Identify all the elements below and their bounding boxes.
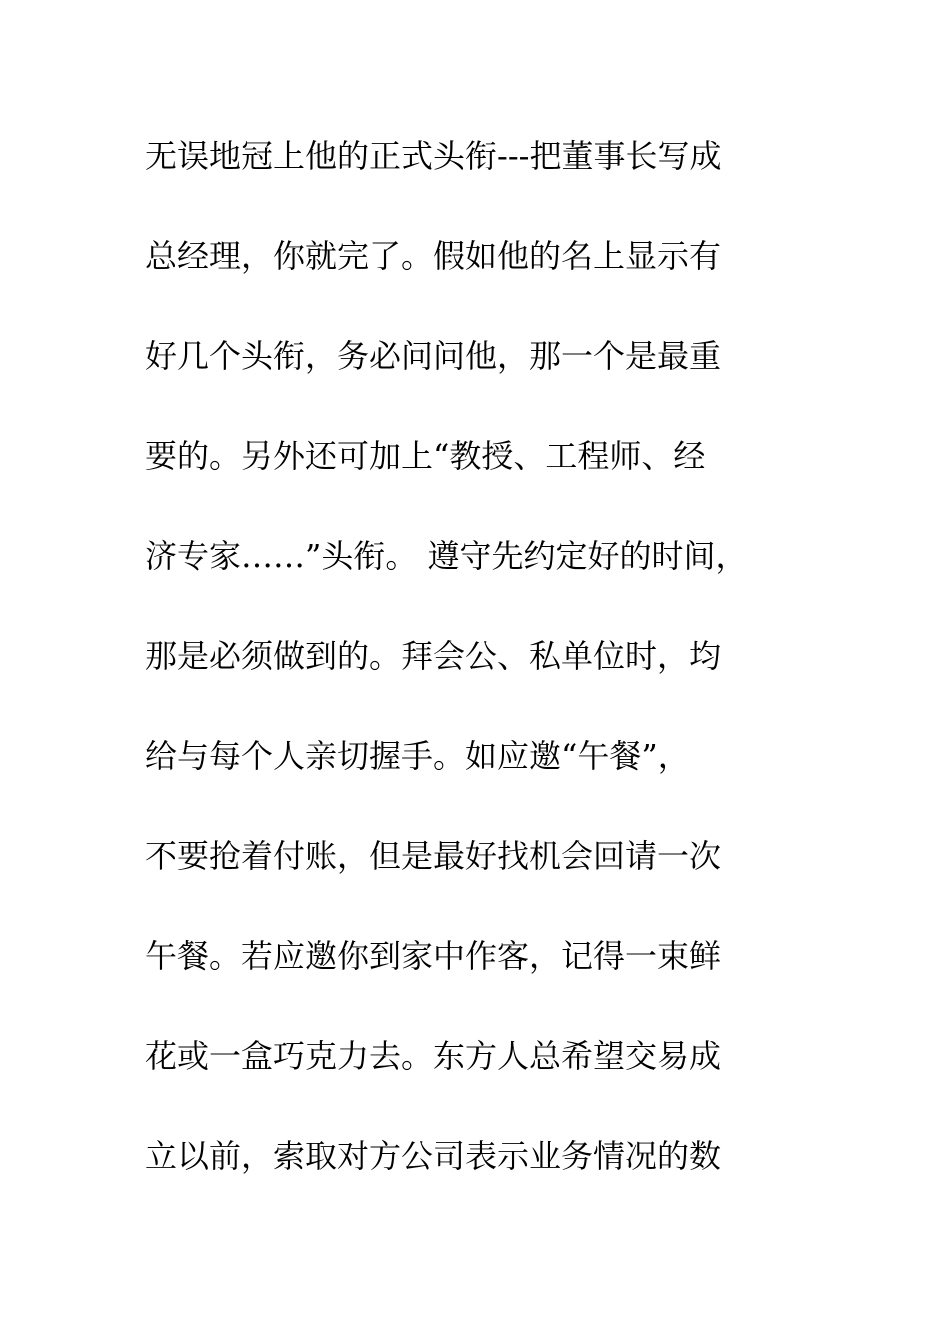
text-line: 花或一盒巧克力去。东方人总希望交易成 — [145, 1037, 722, 1075]
text-line: 好几个头衔，务必问问他，那一个是最重 — [145, 337, 722, 375]
text-line: 要的。另外还可加上“教授、工程师、经 — [145, 437, 706, 475]
text-line: 那是必须做到的。拜会公、私单位时，均 — [145, 637, 722, 675]
text-line: 无误地冠上他的正式头衔---把董事长写成 — [145, 137, 722, 175]
text-line: 不要抢着付账，但是最好找机会回请一次 — [145, 837, 722, 875]
text-line: 济专家……”头衔。 遵守先约定好的时间， — [145, 537, 748, 575]
text-line: 立以前，索取对方公司表示业务情况的数 — [145, 1137, 722, 1175]
body-text — [145, 126, 835, 1226]
text-line: 总经理，你就完了。假如他的名上显示有 — [145, 237, 722, 275]
text-line: 给与每个人亲切握手。如应邀“午餐”， — [145, 737, 690, 775]
text-line: 午餐。若应邀你到家中作客，记得一束鲜 — [145, 937, 722, 975]
